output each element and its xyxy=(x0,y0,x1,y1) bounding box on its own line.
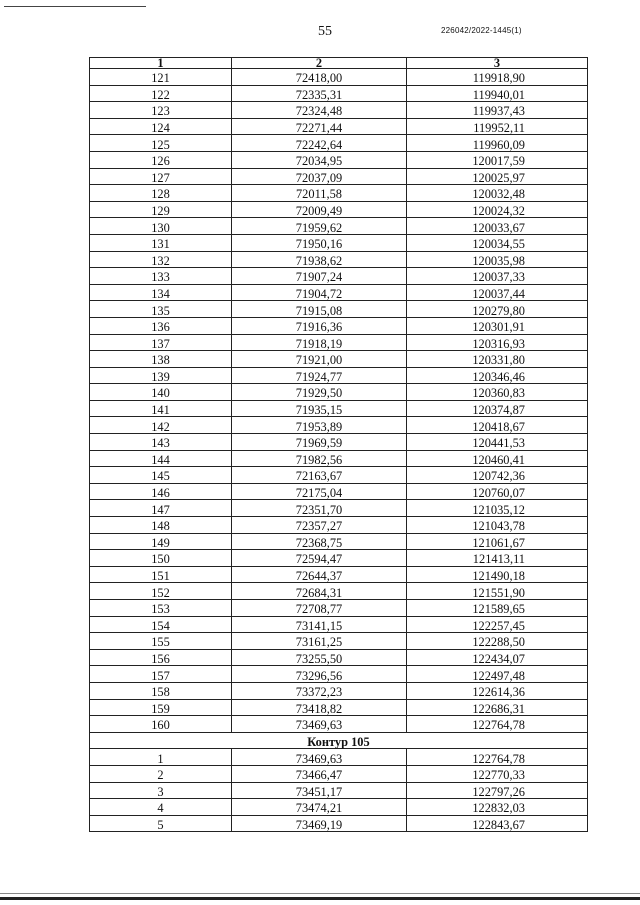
table-row xyxy=(90,118,588,135)
point-number-cell: 147 xyxy=(90,500,232,517)
y-coordinate-cell: 122614,36 xyxy=(407,682,588,699)
x-coordinate-cell: 72357,27 xyxy=(232,517,407,534)
y-coordinate-cell: 120346,46 xyxy=(407,367,588,384)
point-number-cell: 135 xyxy=(90,301,232,318)
column-header-1: 1 xyxy=(90,58,232,69)
y-coordinate-cell: 122257,45 xyxy=(407,616,588,633)
table-row xyxy=(90,450,588,467)
table-row xyxy=(90,583,588,600)
table-row xyxy=(90,533,588,550)
coordinates-table xyxy=(89,57,588,832)
x-coordinate-cell: 73451,17 xyxy=(232,782,407,799)
point-number-cell: 123 xyxy=(90,102,232,119)
point-number-cell: 129 xyxy=(90,201,232,218)
x-coordinate-cell: 73469,19 xyxy=(232,815,407,832)
x-coordinate-cell: 71915,08 xyxy=(232,301,407,318)
y-coordinate-cell: 120035,98 xyxy=(407,251,588,268)
point-number-cell: 150 xyxy=(90,550,232,567)
y-coordinate-cell: 120418,67 xyxy=(407,417,588,434)
point-number-cell: 155 xyxy=(90,633,232,650)
table-row xyxy=(90,483,588,500)
point-number-cell: 138 xyxy=(90,351,232,368)
x-coordinate-cell: 72368,75 xyxy=(232,533,407,550)
point-number-cell: 141 xyxy=(90,400,232,417)
y-coordinate-cell: 122764,78 xyxy=(407,749,588,766)
table-row xyxy=(90,782,588,799)
point-number-cell: 157 xyxy=(90,666,232,683)
bottom-rule-thin xyxy=(0,893,640,894)
page-number: 55 xyxy=(318,24,332,39)
y-coordinate-cell: 120316,93 xyxy=(407,334,588,351)
point-number-cell: 156 xyxy=(90,649,232,666)
contour-row xyxy=(90,732,588,749)
y-coordinate-cell: 120025,97 xyxy=(407,168,588,185)
table-row xyxy=(90,566,588,583)
table-row xyxy=(90,268,588,285)
table-row xyxy=(90,682,588,699)
y-coordinate-cell: 121551,90 xyxy=(407,583,588,600)
x-coordinate-cell: 72594,47 xyxy=(232,550,407,567)
x-coordinate-cell: 71929,50 xyxy=(232,384,407,401)
table-row xyxy=(90,716,588,733)
point-number-cell: 133 xyxy=(90,268,232,285)
x-coordinate-cell: 72271,44 xyxy=(232,118,407,135)
point-number-cell: 5 xyxy=(90,815,232,832)
x-coordinate-cell: 72175,04 xyxy=(232,483,407,500)
point-number-cell: 144 xyxy=(90,450,232,467)
y-coordinate-cell: 120032,48 xyxy=(407,185,588,202)
point-number-cell: 122 xyxy=(90,85,232,102)
table-row xyxy=(90,517,588,534)
point-number-cell: 139 xyxy=(90,367,232,384)
table-row xyxy=(90,367,588,384)
x-coordinate-cell: 73296,56 xyxy=(232,666,407,683)
y-coordinate-cell: 119960,09 xyxy=(407,135,588,152)
table-row xyxy=(90,168,588,185)
x-coordinate-cell: 73418,82 xyxy=(232,699,407,716)
point-number-cell: 130 xyxy=(90,218,232,235)
x-coordinate-cell: 72242,64 xyxy=(232,135,407,152)
point-number-cell: 146 xyxy=(90,483,232,500)
y-coordinate-cell: 120034,55 xyxy=(407,234,588,251)
y-coordinate-cell: 122686,31 xyxy=(407,699,588,716)
x-coordinate-cell: 72335,31 xyxy=(232,85,407,102)
point-number-cell: 158 xyxy=(90,682,232,699)
y-coordinate-cell: 121035,12 xyxy=(407,500,588,517)
table-row xyxy=(90,749,588,766)
y-coordinate-cell: 122770,33 xyxy=(407,765,588,782)
x-coordinate-cell: 72418,00 xyxy=(232,69,407,86)
y-coordinate-cell: 120742,36 xyxy=(407,467,588,484)
table-row xyxy=(90,185,588,202)
contour-label: Контур 105 xyxy=(90,732,588,749)
y-coordinate-cell: 120033,67 xyxy=(407,218,588,235)
x-coordinate-cell: 73141,15 xyxy=(232,616,407,633)
x-coordinate-cell: 71921,00 xyxy=(232,351,407,368)
table-row xyxy=(90,666,588,683)
y-coordinate-cell: 120460,41 xyxy=(407,450,588,467)
point-number-cell: 1 xyxy=(90,749,232,766)
table-row xyxy=(90,135,588,152)
x-coordinate-cell: 71918,19 xyxy=(232,334,407,351)
table-row xyxy=(90,85,588,102)
x-coordinate-cell: 72644,37 xyxy=(232,566,407,583)
x-coordinate-cell: 71969,59 xyxy=(232,434,407,451)
x-coordinate-cell: 72708,77 xyxy=(232,600,407,617)
table-row xyxy=(90,600,588,617)
x-coordinate-cell: 71924,77 xyxy=(232,367,407,384)
y-coordinate-cell: 120441,53 xyxy=(407,434,588,451)
table-body-part-1 xyxy=(90,69,588,733)
point-number-cell: 143 xyxy=(90,434,232,451)
y-coordinate-cell: 121589,65 xyxy=(407,600,588,617)
y-coordinate-cell: 120301,91 xyxy=(407,317,588,334)
x-coordinate-cell: 71982,56 xyxy=(232,450,407,467)
table-row xyxy=(90,351,588,368)
point-number-cell: 148 xyxy=(90,517,232,534)
x-coordinate-cell: 71907,24 xyxy=(232,268,407,285)
table-row xyxy=(90,765,588,782)
x-coordinate-cell: 72037,09 xyxy=(232,168,407,185)
y-coordinate-cell: 120374,87 xyxy=(407,400,588,417)
point-number-cell: 132 xyxy=(90,251,232,268)
y-coordinate-cell: 120760,07 xyxy=(407,483,588,500)
y-coordinate-cell: 121061,67 xyxy=(407,533,588,550)
x-coordinate-cell: 73372,23 xyxy=(232,682,407,699)
point-number-cell: 137 xyxy=(90,334,232,351)
y-coordinate-cell: 119952,11 xyxy=(407,118,588,135)
point-number-cell: 128 xyxy=(90,185,232,202)
x-coordinate-cell: 73466,47 xyxy=(232,765,407,782)
y-coordinate-cell: 121413,11 xyxy=(407,550,588,567)
x-coordinate-cell: 71959,62 xyxy=(232,218,407,235)
point-number-cell: 149 xyxy=(90,533,232,550)
point-number-cell: 136 xyxy=(90,317,232,334)
y-coordinate-cell: 122497,48 xyxy=(407,666,588,683)
x-coordinate-cell: 71950,16 xyxy=(232,234,407,251)
table-row xyxy=(90,317,588,334)
x-coordinate-cell: 71953,89 xyxy=(232,417,407,434)
x-coordinate-cell: 72163,67 xyxy=(232,467,407,484)
point-number-cell: 140 xyxy=(90,384,232,401)
point-number-cell: 131 xyxy=(90,234,232,251)
table-row xyxy=(90,151,588,168)
y-coordinate-cell: 120017,59 xyxy=(407,151,588,168)
point-number-cell: 3 xyxy=(90,782,232,799)
table-row xyxy=(90,102,588,119)
x-coordinate-cell: 72351,70 xyxy=(232,500,407,517)
table-row xyxy=(90,649,588,666)
x-coordinate-cell: 72034,95 xyxy=(232,151,407,168)
point-number-cell: 153 xyxy=(90,600,232,617)
table-row xyxy=(90,500,588,517)
table-row xyxy=(90,384,588,401)
table-row xyxy=(90,218,588,235)
y-coordinate-cell: 122797,26 xyxy=(407,782,588,799)
x-coordinate-cell: 71904,72 xyxy=(232,284,407,301)
x-coordinate-cell: 73469,63 xyxy=(232,749,407,766)
column-header-2: 2 xyxy=(232,58,407,69)
point-number-cell: 121 xyxy=(90,69,232,86)
y-coordinate-cell: 120360,83 xyxy=(407,384,588,401)
table-row xyxy=(90,616,588,633)
table-row xyxy=(90,400,588,417)
y-coordinate-cell: 122832,03 xyxy=(407,799,588,816)
table-row xyxy=(90,201,588,218)
table-body-part-2 xyxy=(90,749,588,832)
top-rule xyxy=(4,6,146,7)
table-row xyxy=(90,334,588,351)
table-row xyxy=(90,434,588,451)
y-coordinate-cell: 119918,90 xyxy=(407,69,588,86)
table-row xyxy=(90,699,588,716)
y-coordinate-cell: 120037,44 xyxy=(407,284,588,301)
y-coordinate-cell: 120331,80 xyxy=(407,351,588,368)
x-coordinate-cell: 73474,21 xyxy=(232,799,407,816)
table-row xyxy=(90,234,588,251)
y-coordinate-cell: 120024,32 xyxy=(407,201,588,218)
point-number-cell: 125 xyxy=(90,135,232,152)
y-coordinate-cell: 120279,80 xyxy=(407,301,588,318)
table-row xyxy=(90,467,588,484)
x-coordinate-cell: 73469,63 xyxy=(232,716,407,733)
table-row xyxy=(90,69,588,86)
table-row xyxy=(90,799,588,816)
table-row xyxy=(90,251,588,268)
y-coordinate-cell: 120037,33 xyxy=(407,268,588,285)
y-coordinate-cell: 121490,18 xyxy=(407,566,588,583)
x-coordinate-cell: 72009,49 xyxy=(232,201,407,218)
x-coordinate-cell: 72324,48 xyxy=(232,102,407,119)
y-coordinate-cell: 122843,67 xyxy=(407,815,588,832)
x-coordinate-cell: 71935,15 xyxy=(232,400,407,417)
bottom-rule xyxy=(0,897,640,900)
point-number-cell: 152 xyxy=(90,583,232,600)
point-number-cell: 142 xyxy=(90,417,232,434)
point-number-cell: 134 xyxy=(90,284,232,301)
point-number-cell: 154 xyxy=(90,616,232,633)
y-coordinate-cell: 119937,43 xyxy=(407,102,588,119)
table-row xyxy=(90,417,588,434)
document-reference: 226042/2022-1445(1) xyxy=(441,26,522,35)
point-number-cell: 4 xyxy=(90,799,232,816)
y-coordinate-cell: 121043,78 xyxy=(407,517,588,534)
point-number-cell: 159 xyxy=(90,699,232,716)
table-row xyxy=(90,815,588,832)
x-coordinate-cell: 73161,25 xyxy=(232,633,407,650)
x-coordinate-cell: 72011,58 xyxy=(232,185,407,202)
point-number-cell: 2 xyxy=(90,765,232,782)
point-number-cell: 151 xyxy=(90,566,232,583)
x-coordinate-cell: 71916,36 xyxy=(232,317,407,334)
point-number-cell: 145 xyxy=(90,467,232,484)
table-row xyxy=(90,301,588,318)
x-coordinate-cell: 71938,62 xyxy=(232,251,407,268)
table-header-row xyxy=(90,58,588,69)
table-row xyxy=(90,284,588,301)
point-number-cell: 126 xyxy=(90,151,232,168)
column-header-3: 3 xyxy=(407,58,588,69)
point-number-cell: 127 xyxy=(90,168,232,185)
point-number-cell: 124 xyxy=(90,118,232,135)
y-coordinate-cell: 122764,78 xyxy=(407,716,588,733)
x-coordinate-cell: 72684,31 xyxy=(232,583,407,600)
y-coordinate-cell: 119940,01 xyxy=(407,85,588,102)
table-row xyxy=(90,550,588,567)
x-coordinate-cell: 73255,50 xyxy=(232,649,407,666)
point-number-cell: 160 xyxy=(90,716,232,733)
contour-section xyxy=(90,732,588,749)
table-row xyxy=(90,633,588,650)
y-coordinate-cell: 122434,07 xyxy=(407,649,588,666)
y-coordinate-cell: 122288,50 xyxy=(407,633,588,650)
